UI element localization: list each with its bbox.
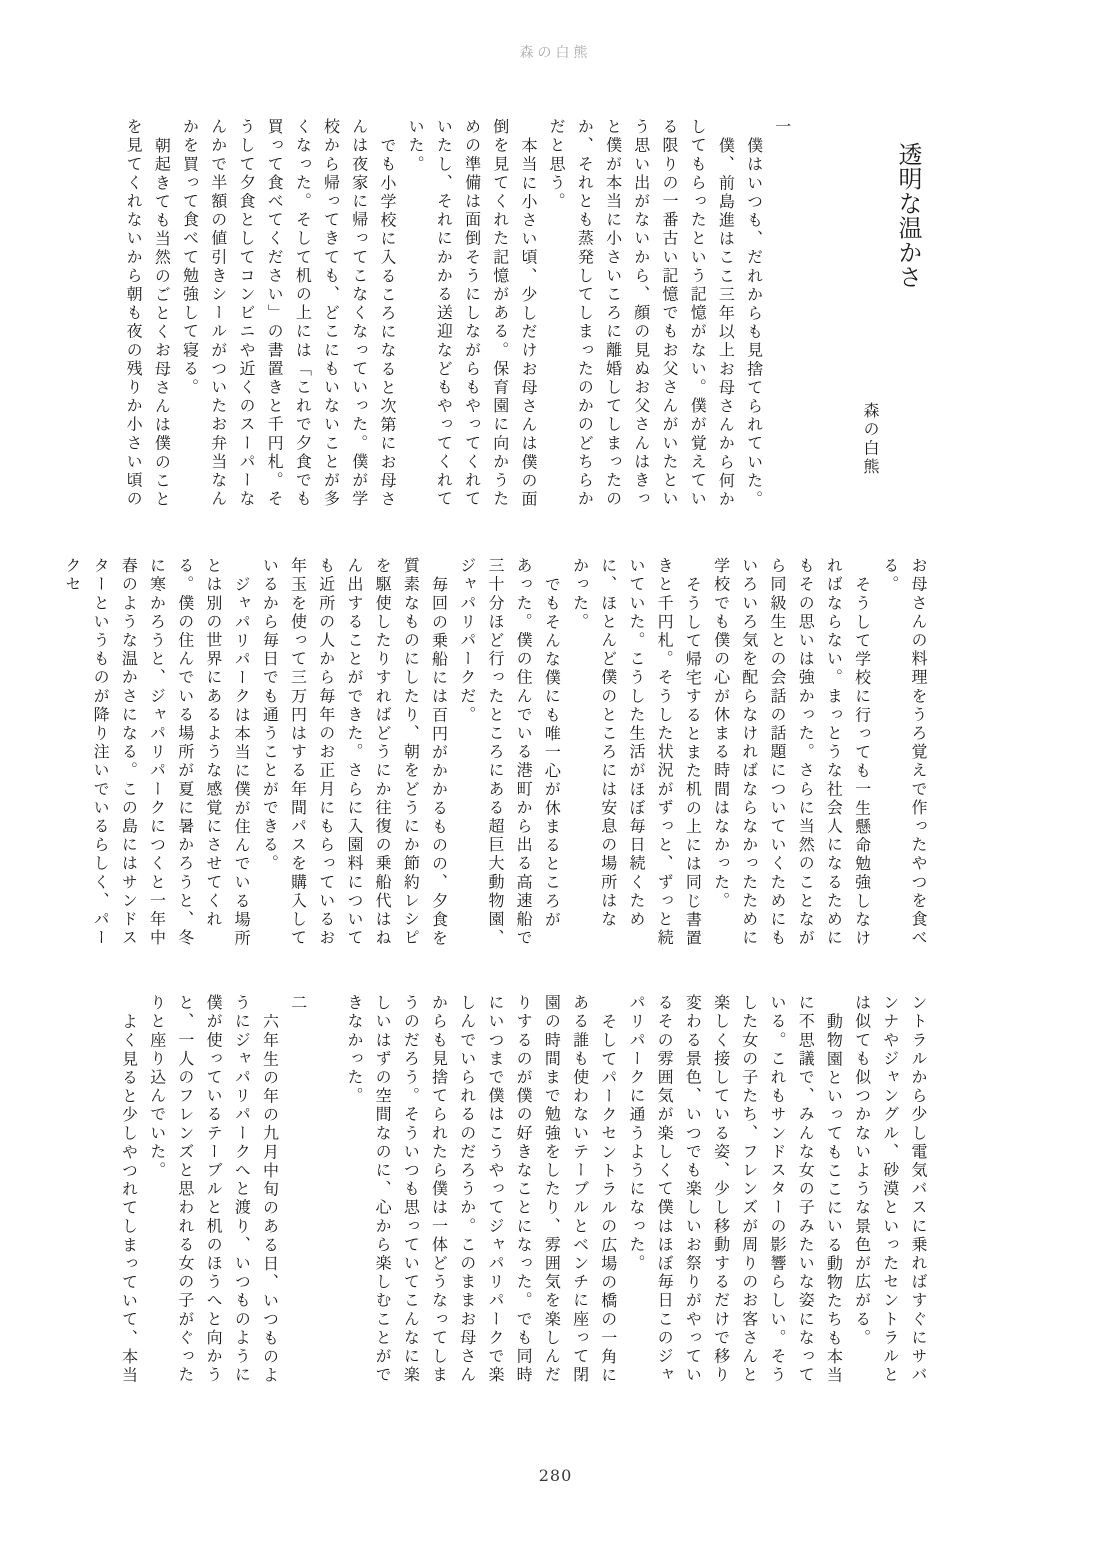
story-paragraph: そうして学校に行っても一生懸命勉強しなければならない。まっとうな社会人になるためにもその思いは強かった。さらに当然のことながら同級生との会話の話題についていくためにもいろいろ気を配らなければならなかったために学校でも僕の心が休まる時間はなかった。 — [711, 557, 872, 948]
section-number: 二 — [288, 994, 308, 1013]
story-paragraph: でも小学校に入るころになると次第にお母さんは夜家に帰ってこなくなっていった。僕が学校から帰ってきても、どこにもいないことが多くなった。そして机の上には「これで夕食でも買って食べてください」の書置きと千円札。そうして夕食としてコンビニや近くのスーパーなんかで半額の値引きシールがついたお弁当なんかを買って食べて勉強して寝る。 — [180, 118, 397, 509]
story-paragraph: 毎回の乗船には百円がかかるものの、夕食を質素なものにしたり、朝をどうにか節約レシピを駆使したりすればどうにか往復の乗船代はねん出することができた。さらに入園料についても近所の人から毎年のお正月にもらっているお年玉を使って三万円はする年間パスを購入しているから毎日でも通うことができる。 — [260, 557, 449, 948]
running-header: 森の白熊 — [519, 45, 592, 61]
story-paragraph: ントラルから少し電気バスに乗ればすぐにサバンナやジャングル、砂漠といったセントラルとは似ても似つかないような景色が広がる。 — [852, 994, 928, 1385]
story-paragraph: 僕はいつも、だれからも見捨てられていた。 — [744, 136, 764, 509]
section-number: 一 — [772, 118, 792, 137]
chapter-title: 透明な温かさ — [894, 142, 922, 289]
text-band-bottom — [114, 994, 932, 1386]
story-paragraph: よく見ると少しやつれてしまっていて、本当 — [119, 1012, 139, 1385]
author-name: 森の白熊 — [861, 401, 880, 476]
story-paragraph: 僕、前島進はここ三年以上お母さんから何かしてもらったという記憶がない。僕が覚えている限りの一番古い記憶でもお父さんがいたという思い出がないから、顔の見ぬお父さんはきっと僕が本当に小さいころに離婚してしまったのか、それとも蒸発してしまったのかのどちらかだと思う。 — [547, 118, 736, 509]
story-paragraph: そうして帰宅するとまた机の上には同じ書置きと千円札。そうした状況がずっと、ずっと続いていた。こうした生活がほぼ毎日続くために、ほとんど僕のところには安息の場所はなかった。 — [570, 557, 703, 948]
text-band-top — [119, 118, 932, 510]
story-paragraph: お母さんの料理をうろ覚えで作ったやつを食べる。 — [880, 557, 928, 948]
story-paragraph: そしてパークセントラルの広場の橋の一角にある誰も使わないテーブルとベンチに座って閉園の時間まで勉強をしたり、雰囲気を楽しんだりするのが僕の好きなことになった。でも同時にいつまで僕はこうやってジャパリパークで楽しんでいられるのだろうか。このままお母さんからも見捨てられたら僕は一体どうなってしまうのだろう。そういつも思っていてこんなに楽しいはずの空間なのに、心から楽しむことができなかった。 — [344, 994, 618, 1385]
page-number: 280 — [538, 1466, 573, 1485]
story-paragraph: ジャパリパークは本当に僕が住んでいる場所とは別の世界にあるような感覚にさせてくれる。僕の住んでいる場所が夏に暑かろうと、冬に寒かろうと、ジャパリパークにつくと一年中春のような温かさになる。この島にはサンドスターというものが降り注いでいるらしく、パークセ — [62, 557, 252, 948]
story-paragraph: 動物園といってもここにいる動物たちも本当に不思議で、みんな女の子みたいな姿になっている。これもサンドスターの影響らしい。そうした女の子たち、フレンズが周りのお客さんと楽しく接している姿、少し移動するだけで移り変わる景色、いつでも楽しいお祭りがやっているその雰囲気が楽しくて僕はほぼ毎日このジャパリパークに通うようになった。 — [626, 994, 844, 1385]
story-paragraph: 本当に小さい頃、少しだけお母さんは僕の面倒を見てくれた記憶がある。保育園に向かうための準備は面倒そうにしながらもやってくれていたし、それにかかる送迎などもやってくれていた。 — [406, 118, 538, 509]
story-paragraph: 朝起きても当然のごとくお母さんは僕のことを見てくれないから朝も夜の残りか小さい頃の — [124, 118, 172, 509]
text-band-middle — [58, 557, 932, 949]
story-paragraph: 六年生の年の九月中旬のある日、いつものようにジャパリパークへと渡り、いつものように僕が使っているテーブルと机のほうへと向かうと、一人のフレンズと思われる女の子がぐったりと座り込んでいた。 — [147, 994, 280, 1385]
story-paragraph: でもそんな僕にも唯一心が休まるところがあった。僕の住んでいる港町から出る高速船で三十分ほど行ったところにある超巨大動物園、ジャパリパークだ。 — [457, 557, 562, 948]
